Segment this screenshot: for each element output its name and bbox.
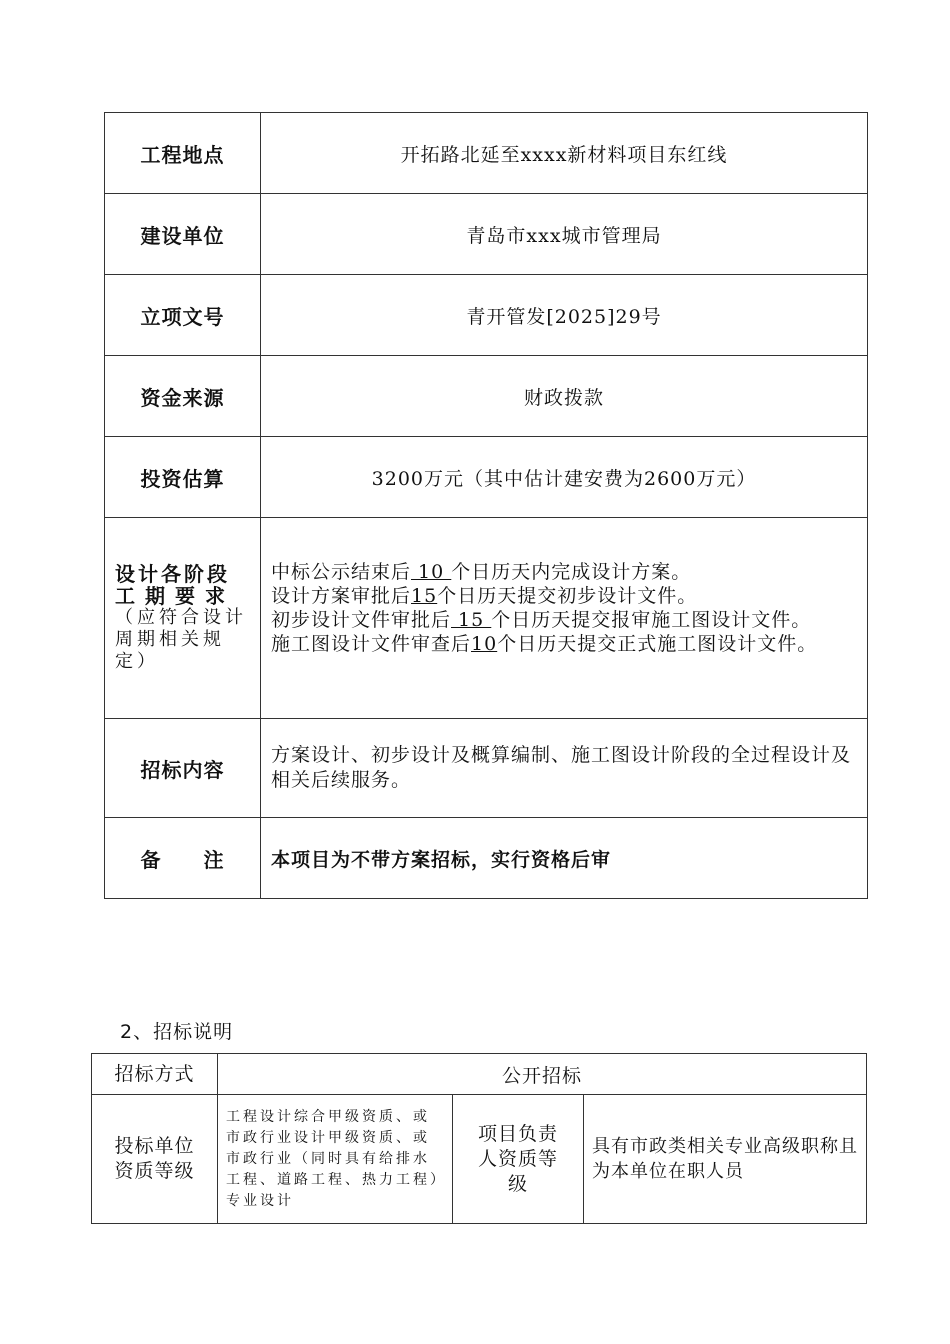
row-label: 资金来源 bbox=[105, 356, 261, 437]
stage-label-line-1: 设计各阶段 bbox=[115, 562, 230, 586]
row-value: 青开管发[2025]29号 bbox=[261, 275, 868, 356]
table-row bbox=[105, 719, 868, 818]
row-label: 招标内容 bbox=[105, 719, 261, 818]
stage-line: 初步设计文件审批后 15 个日历天提交报审施工图设计文件。 bbox=[271, 609, 812, 631]
table-row bbox=[105, 194, 868, 275]
method-label: 招标方式 bbox=[92, 1054, 218, 1095]
row-label: 投资估算 bbox=[105, 437, 261, 518]
stage-line: 设计方案审批后15个日历天提交初步设计文件。 bbox=[271, 585, 698, 607]
table-row bbox=[92, 1054, 867, 1095]
section-heading: 2、招标说明 bbox=[120, 1021, 234, 1043]
row-value: 方案设计、初步设计及概算编制、施工图设计阶段的全过程设计及相关后续服务。 bbox=[261, 719, 868, 818]
row-label: 工程地点 bbox=[105, 113, 261, 194]
row-value: 开拓路北延至xxxx新材料项目东红线 bbox=[261, 113, 868, 194]
row-value: 财政拨款 bbox=[261, 356, 868, 437]
table-row bbox=[105, 113, 868, 194]
stage-value bbox=[261, 518, 868, 719]
table-row bbox=[105, 437, 868, 518]
row-value: 3200万元（其中估计建安费为2600万元） bbox=[261, 437, 868, 518]
method-value: 公开招标 bbox=[218, 1054, 867, 1095]
table-row bbox=[105, 275, 868, 356]
project-info-table bbox=[104, 112, 868, 899]
bidder-value: 工程设计综合甲级资质、或市政行业设计甲级资质、或市政行业（同时具有给排水工程、道路工程、热力工程）专业设计 bbox=[218, 1095, 453, 1224]
leader-value: 具有市政类相关专业高级职称且为本单位在职人员 bbox=[584, 1095, 867, 1224]
stage-line: 施工图设计文件审查后10个日历天提交正式施工图设计文件。 bbox=[271, 633, 818, 655]
row-value: 青岛市xxx城市管理局 bbox=[261, 194, 868, 275]
stage-label-note: （应符合设计周期相关规定） bbox=[115, 607, 247, 672]
table-row bbox=[105, 518, 868, 719]
stage-line: 中标公示结束后 10 个日历天内完成设计方案。 bbox=[271, 561, 692, 583]
row-label: 立项文号 bbox=[105, 275, 261, 356]
remark-label: 备 注 bbox=[105, 818, 261, 899]
remark-value: 本项目为不带方案招标，实行资格后审 bbox=[261, 818, 868, 899]
table-row bbox=[105, 818, 868, 899]
row-label: 建设单位 bbox=[105, 194, 261, 275]
table-row bbox=[105, 356, 868, 437]
stage-label bbox=[105, 518, 261, 719]
bidding-table bbox=[91, 1053, 867, 1224]
leader-label: 项目负责人资质等级 bbox=[453, 1095, 584, 1224]
stage-label-line-2: 工期要求 bbox=[115, 584, 235, 608]
table-row bbox=[92, 1095, 867, 1224]
bidder-label: 投标单位资质等级 bbox=[92, 1095, 218, 1224]
